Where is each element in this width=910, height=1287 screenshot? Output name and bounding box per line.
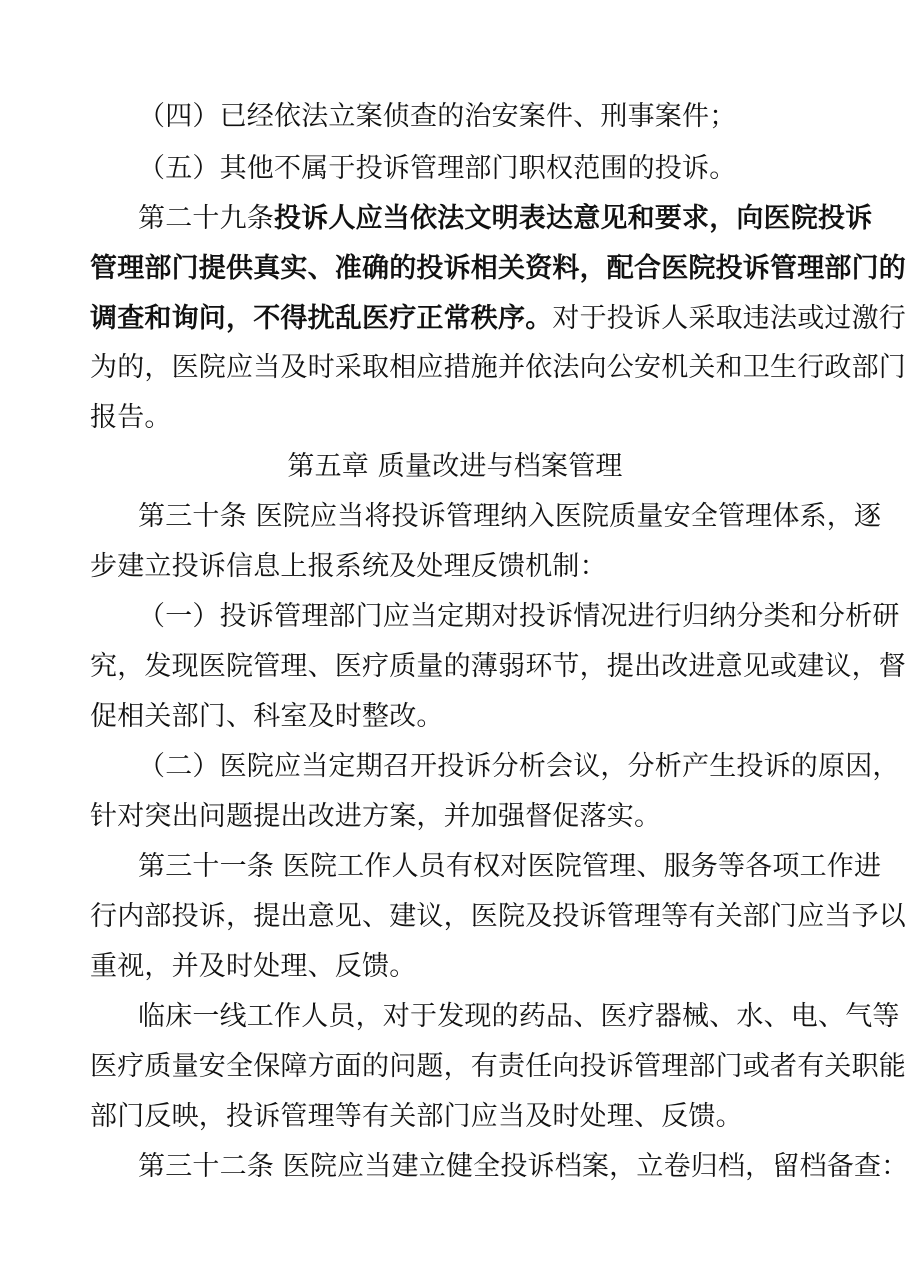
article-32-line-1: 第三十二条 医院应当建立健全投诉档案，立卷归档，留档备查： xyxy=(138,1151,909,1182)
article-29-bold-text: 投诉人应当依法文明表达意见和要求，向医院投诉 xyxy=(274,203,873,234)
clinical-paragraph-line-3: 部门反映，投诉管理等有关部门应当及时处理、反馈。 xyxy=(90,1101,743,1132)
article-29-line-5: 报告。 xyxy=(90,402,172,433)
list-item-30-1-line-1: （一）投诉管理部门应当定期对投诉情况进行归纳分类和分析研 xyxy=(138,601,900,632)
list-item-4: （四）已经依法立案侦查的治安案件、刑事案件； xyxy=(138,101,737,132)
list-item-30-2-line-1: （二）医院应当定期召开投诉分析会议，分析产生投诉的原因， xyxy=(138,751,900,782)
article-29-normal-text: 对于投诉人采取违法或过激行 xyxy=(552,303,907,334)
list-item-30-2-line-2: 针对突出问题提出改进方案，并加强督促落实。 xyxy=(90,801,662,832)
article-31-line-3: 重视，并及时处理、反馈。 xyxy=(90,951,417,982)
article-29-bold-end: 调查和询问，不得扰乱医疗正常秩序。 xyxy=(90,303,553,334)
list-item-30-1-line-2: 究，发现医院管理、医疗质量的薄弱环节，提出改进意见或建议，督 xyxy=(90,651,906,682)
clinical-paragraph-line-2: 医疗质量安全保障方面的问题，有责任向投诉管理部门或者有关职能 xyxy=(90,1051,906,1082)
chapter-heading: 第五章 质量改进与档案管理 xyxy=(287,451,623,482)
article-30-line-2: 步建立投诉信息上报系统及处理反馈机制： xyxy=(90,551,607,582)
article-31-line-2: 行内部投诉，提出意见、建议，医院及投诉管理等有关部门应当予以 xyxy=(90,901,906,932)
article-30-line-1: 第三十条 医院应当将投诉管理纳入医院质量安全管理体系，逐 xyxy=(138,501,882,532)
article-29-line-2: 管理部门提供真实、准确的投诉相关资料，配合医院投诉管理部门的 xyxy=(90,253,906,284)
article-29-number: 第二十九条 xyxy=(138,203,274,234)
article-29-line-1 xyxy=(138,202,873,236)
clinical-paragraph-line-1: 临床一线工作人员，对于发现的药品、医疗器械、水、电、气等 xyxy=(138,1001,900,1032)
article-29-line-3 xyxy=(90,302,907,336)
list-item-5: （五）其他不属于投诉管理部门职权范围的投诉。 xyxy=(138,153,737,184)
article-31-line-1: 第三十一条 医院工作人员有权对医院管理、服务等各项工作进 xyxy=(138,851,882,882)
list-item-30-1-line-3: 促相关部门、科室及时整改。 xyxy=(90,701,444,732)
article-29-line-4: 为的，医院应当及时采取相应措施并依法向公安机关和卫生行政部门 xyxy=(90,352,906,383)
